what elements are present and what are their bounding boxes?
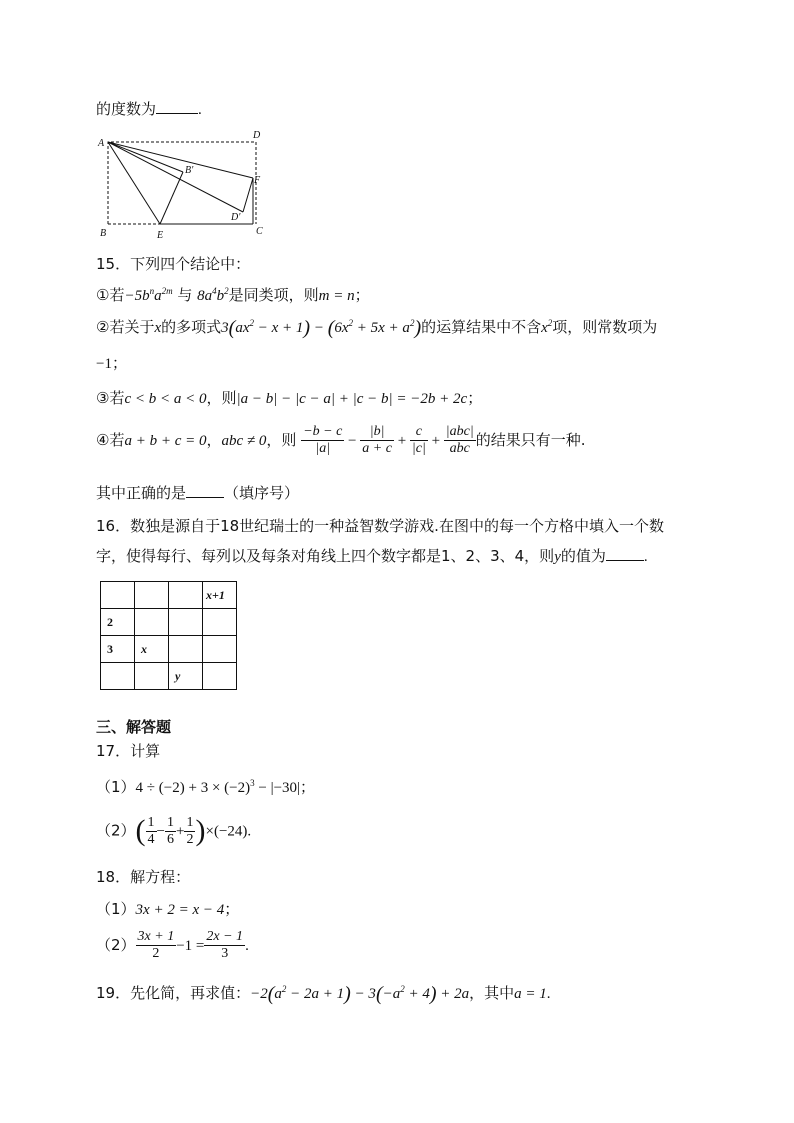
segment-ad-prime xyxy=(108,142,243,212)
grid-row xyxy=(101,663,237,690)
label-b-prime: B' xyxy=(185,165,194,176)
grid-row xyxy=(101,636,237,663)
label-f: F xyxy=(254,175,261,186)
grid-cell xyxy=(169,609,203,636)
q15-statement-2: ②若关于x的多项式$3(ax^2 - x + 1) - (6x^2 + 5x + a^2)$的运算结果中不含$x^2$项，则常数项为 xyxy=(96,317,658,340)
label-e: E xyxy=(157,230,164,240)
q18-title: 18．解方程： xyxy=(96,868,191,886)
q15-answer-line: 其中正确的是 （填序号） xyxy=(96,484,300,502)
q14-tail: 的度数为 . xyxy=(96,100,202,118)
q15-statement-3: ③若c < b < a < 0，则|a − b| − |c − a| + |c − b| = −2b + 2c； xyxy=(96,389,483,407)
grid-cell xyxy=(203,663,237,690)
grid-cell xyxy=(169,636,203,663)
q19: 19．先化简，再求值：$-2(a^2 - 2a + 1) - 3(-a^2 + 4) + 2a$，其中a = 1. xyxy=(96,983,551,1006)
segment-b-prime-e xyxy=(160,172,183,224)
grid-cell xyxy=(169,582,203,609)
grid-cell: x+1 xyxy=(203,582,237,609)
label-a: A xyxy=(98,138,105,149)
grid-cell: 2 xyxy=(101,609,135,636)
label-b: B xyxy=(100,228,107,239)
answer-blank xyxy=(186,497,224,498)
segment-d-prime-f xyxy=(243,178,253,212)
segment-af xyxy=(108,142,253,178)
q17-part-2: （2）( $\frac{1}{4}$ − $\frac{1}{6}$ + $\frac{1}{2}$ )×(−24). xyxy=(96,814,252,847)
grid-cell xyxy=(135,582,169,609)
grid-cell: 3 xyxy=(101,636,135,663)
q15-statement-4: ④若a + b + c = 0，abc ≠ 0，则 $\frac{-b - c}{|a|}$ − $\frac{|b|}{a + c}$ + $\frac{c}{|c|}$ + $\frac{\text{|abc|}}{\text{abc}}$ 的结果只有一种. xyxy=(96,424,586,456)
section-heading: 三、解答题 xyxy=(96,718,172,736)
grid-cell: x xyxy=(135,636,169,663)
label-c: C xyxy=(256,226,263,237)
grid-cell xyxy=(135,609,169,636)
q18-part-1: （1）3x + 2 = x − 4； xyxy=(96,900,240,918)
grid-cell xyxy=(101,582,135,609)
q16-line-2: 字，使得每行、每列以及每条对角线上四个数字都是1、2、3、4，则y的值为 . xyxy=(96,547,648,565)
sudoku-grid xyxy=(100,581,237,690)
answer-blank xyxy=(606,560,644,561)
grid-cell xyxy=(135,663,169,690)
label-d: D xyxy=(253,130,261,141)
q15-statement-1: ①若$-5b^na^{2m}$ 与 $8a^4b^2$是同类项，则m = n； xyxy=(96,286,370,304)
grid-cell: y xyxy=(169,663,203,690)
segment-ab-prime xyxy=(108,142,183,172)
q17-part-1: $(1)4 \div (-2) + 3 \times (-2)^3 - |-30|$； xyxy=(96,778,316,796)
q18-part-2: （2） $\frac{3x + 1}{2}$ −1 = $\frac{2x - 1}{3}$ . xyxy=(96,929,249,961)
segment-ae xyxy=(108,142,160,224)
grid-cell xyxy=(203,609,237,636)
geometry-figure xyxy=(96,128,276,240)
q15-statement-2-line2: −1； xyxy=(96,356,127,372)
answer-blank xyxy=(156,113,198,114)
label-d-prime: D' xyxy=(231,212,241,223)
q16-line-1: 16．数独是源自于18世纪瑞士的一种益智数学游戏.在图中的每一个方格中填入一个数 xyxy=(96,517,664,535)
grid-cell xyxy=(101,663,135,690)
grid-row xyxy=(101,609,237,636)
grid-cell xyxy=(203,636,237,663)
grid-row xyxy=(101,582,237,609)
q17-title: 17．计算 xyxy=(96,742,161,760)
q15-title: 15．下列四个结论中： xyxy=(96,255,251,273)
